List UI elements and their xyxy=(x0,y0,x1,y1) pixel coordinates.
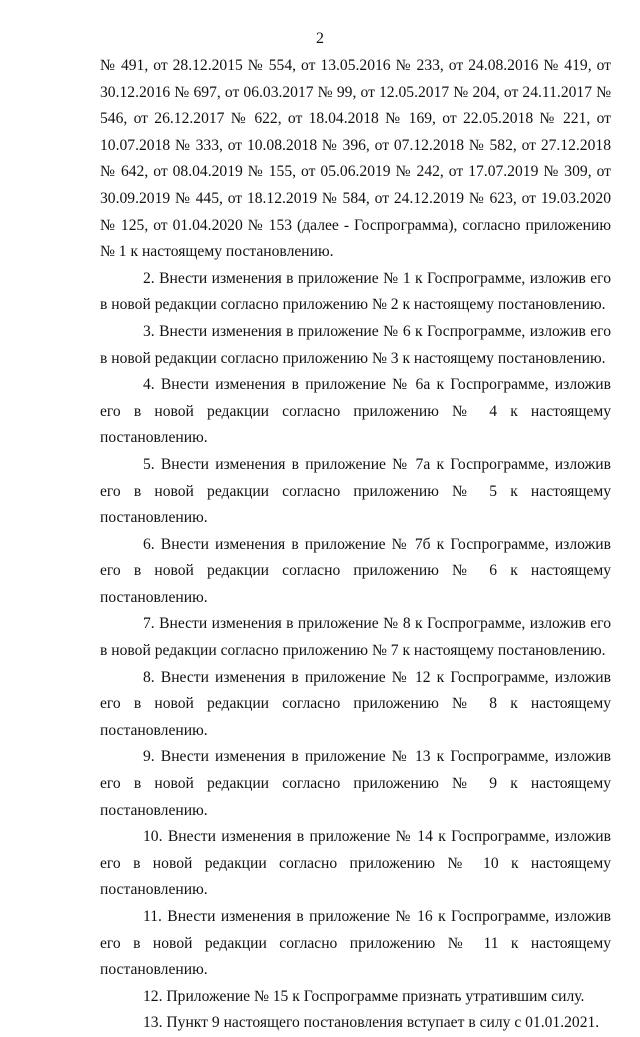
paragraph-7: 7. Внести изменения в приложение № 8 к Госпрограмме, изложив его в новой редакции согласно приложению № 7 к настоящему постановлению. xyxy=(100,615,611,660)
paragraph-5: 5. Внести изменения в приложение № 7а к Госпрограмме, изложив его в новой редакции согласно приложению № 5 к настоящему постановлению. xyxy=(100,455,611,527)
document-body xyxy=(100,53,611,1037)
page-number: 2 xyxy=(316,30,324,47)
paragraph-12: 12. Приложение № 15 к Госпрограмме признать утратившим силу. xyxy=(143,987,585,1005)
paragraph-1-continuation: № 491, от 28.12.2015 № 554, от 13.05.2016 № 233, от 24.08.2016 № 419, от 30.12.2016 № 697, от 06.03.2017 № 99, от 12.05.2017 № 204, от 24.11.2017 № 546, от 26.12.2017 № 622, от 18.04.2018 № 169, от 22.05.2018 № 221, от 10.07.2018 № 333, от 10.08.2018 № 396, от 07.12.2018 № 582, от 27.12.2018 № 642, от 08.04.2019 № 155, от 05.06.2019 № 242, от 17.07.2019 № 309, от 30.09.2019 № 445, от 18.12.2019 № 584, от 24.12.2019 № 623, от 19.03.2020 № 125, от 01.04.2020 № 153 (далее - Госпрограмма), согласно приложению № 1 к настоящему постановлению. xyxy=(100,57,611,261)
paragraph-4: 4. Внести изменения в приложение № 6а к Госпрограмме, изложив его в новой редакции согласно приложению № 4 к настоящему постановлению. xyxy=(100,376,611,447)
paragraph-10: 10. Внести изменения в приложение № 14 к Госпрограмме, изложив его в новой редакции согласно приложению № 10 к настоящему постановлению. xyxy=(100,828,611,899)
paragraph-8: 8. Внести изменения в приложение № 12 к Госпрограмме, изложив его в новой редакции согласно приложению № 8 к настоящему постановлению. xyxy=(100,668,611,739)
paragraph-3: 3. Внести изменения в приложение № 6 к Госпрограмме, изложив его в новой редакции согласно приложению № 3 к настоящему постановлению. xyxy=(100,322,611,367)
paragraph-6: 6. Внести изменения в приложение № 7б к Госпрограмме, изложив его в новой редакции согласно приложению № 6 к настоящему постановлению. xyxy=(100,535,611,606)
paragraph-2: 2. Внести изменения в приложение № 1 к Госпрограмме, изложив его в новой редакции согласно приложению № 2 к настоящему постановлению. xyxy=(100,269,611,314)
paragraph-9: 9. Внести изменения в приложение № 13 к Госпрограмме, изложив его в новой редакции согласно приложению № 9 к настоящему постановлению. xyxy=(100,748,611,819)
paragraph-13: 13. Пункт 9 настоящего постановления вступает в силу с 01.01.2021. xyxy=(143,1014,600,1032)
paragraph-11: 11. Внести изменения в приложение № 16 к Госпрограмме, изложив его в новой редакции согласно приложению № 11 к настоящему постановлению. xyxy=(100,908,611,979)
